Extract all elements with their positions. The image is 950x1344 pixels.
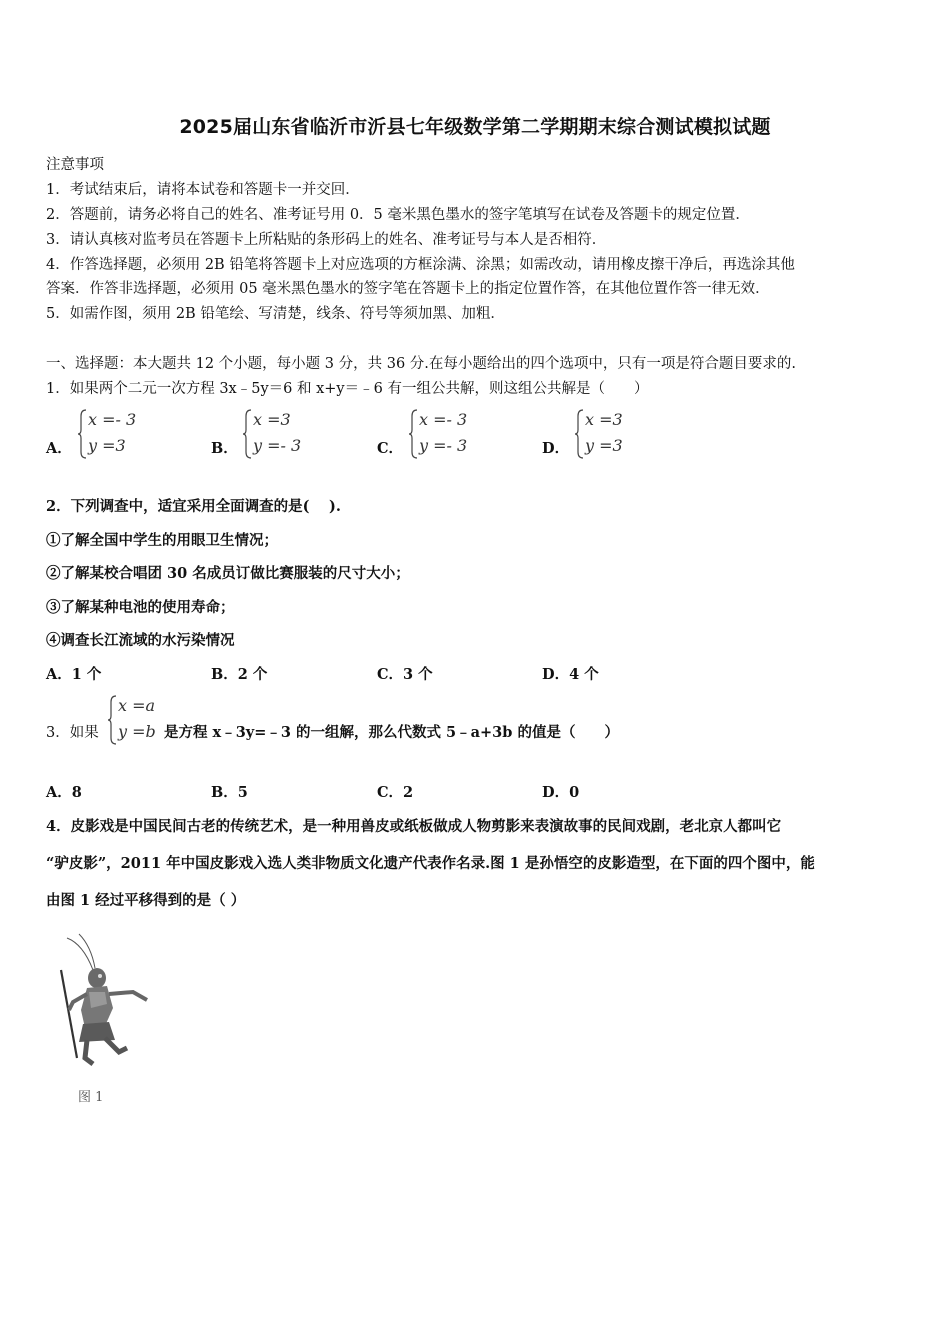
q1-option-b-label: B． — [211, 440, 238, 457]
q3-option-d: D．0 — [542, 784, 580, 801]
figure-caption: 图 1 — [78, 1090, 104, 1105]
q1-option-d-system — [575, 408, 645, 460]
question-1-stem: 1．如果两个二元一次方程 3x﹣5y＝6 和 x+y＝﹣6 有一组公共解，则这组公共解是（ ） — [46, 381, 649, 397]
question-4-line: 4．皮影戏是中国民间古老的传统艺术，是一种用兽皮或纸板做成人物剪影来表演故事的民间戏剧，老北京人都叫它 — [46, 818, 782, 835]
q2-option-d: D．4 个 — [542, 666, 599, 683]
notice-item: 1．考试结束后，请将本试卷和答题卡一并交回． — [46, 182, 360, 198]
q1-option-a-label: A． — [46, 440, 72, 457]
q1-option-a-system — [78, 408, 148, 460]
equation-row: y =- 3 — [419, 436, 468, 455]
q2-option-a: A．1 个 — [46, 666, 102, 683]
notice-item: 3．请认真核对监考员在答题卡上所粘贴的条形码上的姓名、准考证号与本人是否相符． — [46, 232, 607, 248]
question-2-stem: 2．下列调查中，适宜采用全面调查的是( ). — [46, 498, 341, 515]
q2-item: ①了解全国中学生的用眼卫生情况； — [46, 532, 278, 549]
equation-row: x =3 — [585, 410, 623, 429]
question-3-suffix: 是方程 x﹣3y=﹣3 的一组解，那么代数式 5﹣a+3b 的值是（ ） — [164, 724, 619, 741]
q2-option-b: B．2 个 — [211, 666, 268, 683]
equation-row: x =a — [118, 696, 156, 715]
shadow-puppet-figure — [55, 930, 155, 1105]
equation-row: y =- 3 — [253, 436, 302, 455]
brace-icon — [78, 408, 88, 460]
notice-heading: 注意事项 — [46, 157, 104, 173]
q2-item: ②了解某校合唱团 30 名成员订做比赛服装的尺寸大小； — [46, 565, 410, 582]
brace-icon — [243, 408, 253, 460]
page-title: 2025届山东省临沂市沂县七年级数学第二学期期末综合测试模拟试题 — [179, 116, 771, 138]
notice-item: 4．作答选择题，必须用 2B 铅笔将答题卡上对应选项的方框涂满、涂黑；如需改动，请用橡皮擦干净后，再选涂其他 — [46, 257, 795, 273]
q1-option-c-system — [409, 408, 479, 460]
q1-option-d-label: D． — [542, 440, 570, 457]
question-4-line: 由图 1 经过平移得到的是（ ） — [46, 892, 246, 909]
q3-option-c: C．2 — [377, 784, 414, 801]
equation-row: x =3 — [253, 410, 291, 429]
equation-row: y =3 — [88, 436, 126, 455]
equation-row: y =3 — [585, 436, 623, 455]
brace-icon — [108, 694, 118, 746]
question-4-line: “驴皮影”，2011 年中国皮影戏入选人类非物质文化遗产代表作名录.图 1 是孙悟空的皮影造型，在下面的四个图中，能 — [46, 855, 815, 872]
brace-icon — [409, 408, 419, 460]
monkey-king-puppet-icon — [55, 930, 155, 1080]
q2-item: ③了解某种电池的使用寿命； — [46, 599, 235, 616]
equation-row: x =- 3 — [88, 410, 137, 429]
question-3-prefix: 3．如果 — [46, 725, 99, 741]
q3-option-b: B．5 — [211, 784, 248, 801]
q2-option-c: C．3 个 — [377, 666, 433, 683]
notice-item: 2．答题前，请务必将自己的姓名、准考证号用 0．5 毫米黑色墨水的签字笔填写在试卷及答题卡的规定位置． — [46, 207, 750, 223]
q1-option-b-system — [243, 408, 313, 460]
brace-icon — [575, 408, 585, 460]
notice-item: 5．如需作图，须用 2B 铅笔绘、写清楚，线条、符号等须加黑、加粗． — [46, 306, 505, 322]
q1-option-c-label: C． — [377, 440, 404, 457]
q2-item: ④调查长江流域的水污染情况 — [46, 632, 235, 649]
notice-item: 答案．作答非选择题，必须用 05 毫米黑色墨水的签字笔在答题卡上的指定位置作答，在其他位置作答一律无效． — [46, 281, 770, 297]
equation-row: y =b — [118, 722, 156, 741]
section-heading: 一、选择题：本大题共 12 个小题，每小题 3 分，共 36 分.在每小题给出的四个选项中，只有一项是符合题目要求的. — [46, 356, 796, 372]
q3-option-a: A．8 — [46, 784, 82, 801]
equation-row: x =- 3 — [419, 410, 468, 429]
